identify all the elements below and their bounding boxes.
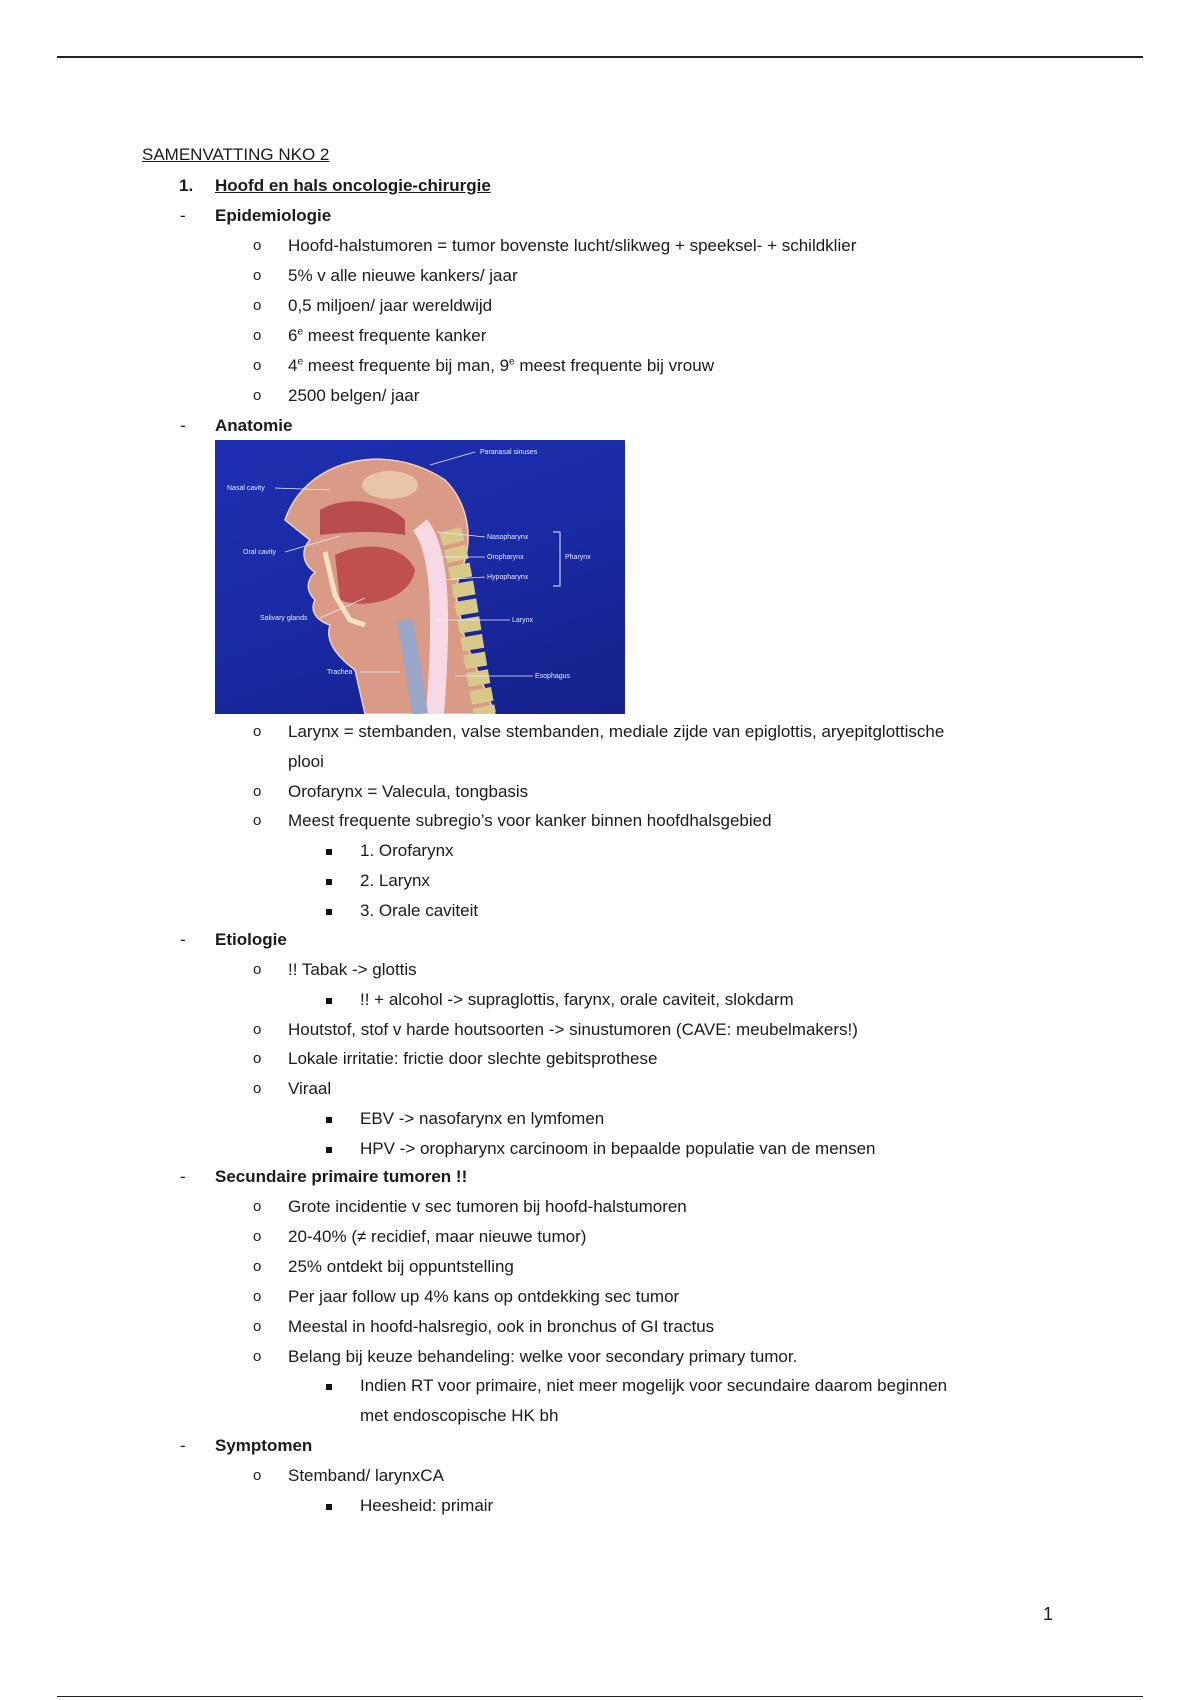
sub-list-item-continuation: met endoscopische HK bh xyxy=(360,1406,559,1425)
circle-bullet: o xyxy=(253,297,262,314)
list-item: Viraal xyxy=(288,1079,332,1098)
heading-etiologie: Etiologie xyxy=(215,930,287,949)
square-bullet xyxy=(326,1504,332,1510)
label-oropharynx: Oropharynx xyxy=(487,554,524,561)
list-item: Grote incidentie v sec tumoren bij hoofd-halstumoren xyxy=(288,1197,687,1216)
circle-bullet: o xyxy=(253,1198,262,1215)
sub-list-item: Heesheid: primair xyxy=(360,1496,494,1515)
section-number: 1. xyxy=(179,176,194,195)
label-pharynx: Pharynx xyxy=(565,554,591,561)
circle-bullet: o xyxy=(253,1288,262,1305)
label-hypopharynx: Hypopharynx xyxy=(487,574,529,581)
list-item: Belang bij keuze behandeling: welke voor secondary primary tumor. xyxy=(288,1347,798,1366)
list-item-continuation: plooi xyxy=(288,752,324,771)
circle-bullet: o xyxy=(253,783,262,800)
label-trachea: Trachea xyxy=(327,669,353,676)
list-item: Orofarynx = Valecula, tongbasis xyxy=(288,782,529,801)
circle-bullet: o xyxy=(253,1348,262,1365)
circle-bullet: o xyxy=(253,387,262,404)
square-bullet xyxy=(326,998,332,1004)
circle-bullet: o xyxy=(253,1050,262,1067)
list-item: Larynx = stembanden, valse stembanden, mediale zijde van epiglottis, aryepitglottische xyxy=(288,722,945,741)
list-item: 2500 belgen/ jaar xyxy=(288,386,420,405)
dash-marker: - xyxy=(180,206,186,225)
sub-list-item: 3. Orale caviteit xyxy=(360,901,479,920)
heading-secundaire-primaire-tumoren: Secundaire primaire tumoren !! xyxy=(215,1167,468,1186)
square-bullet xyxy=(326,1384,332,1390)
sub-list-item: 1. Orofarynx xyxy=(360,841,454,860)
label-larynx: Larynx xyxy=(512,617,534,624)
sub-list-item: !! + alcohol -> supraglottis, farynx, orale caviteit, slokdarm xyxy=(360,990,794,1009)
sub-list-item: 2. Larynx xyxy=(360,871,430,890)
header-rule xyxy=(57,56,1143,58)
section-title: Hoofd en hals oncologie-chirurgie xyxy=(215,176,491,195)
circle-bullet: o xyxy=(253,1467,262,1484)
circle-bullet: o xyxy=(253,1021,262,1038)
square-bullet xyxy=(326,1147,332,1153)
list-item: Hoofd-halstumoren = tumor bovenste lucht/slikweg + speeksel- + schildklier xyxy=(288,236,857,255)
square-bullet xyxy=(326,879,332,885)
heading-epidemiologie: Epidemiologie xyxy=(215,206,332,225)
label-salivary-glands: Salivary glands xyxy=(260,615,308,622)
circle-bullet: o xyxy=(253,357,262,374)
label-nasopharynx: Nasopharynx xyxy=(487,534,529,541)
list-item: 6e meest frequente kanker xyxy=(288,326,487,345)
heading-symptomen: Symptomen xyxy=(215,1436,313,1455)
square-bullet xyxy=(326,909,332,915)
list-item: 20-40% (≠ recidief, maar nieuwe tumor) xyxy=(288,1227,587,1246)
square-bullet xyxy=(326,1117,332,1123)
list-item: 4e meest frequente bij man, 9e meest frequente bij vrouw xyxy=(288,356,714,375)
head-neck-anatomy-figure xyxy=(215,440,625,714)
page-number: 1 xyxy=(1043,1604,1054,1624)
label-nasal-cavity: Nasal cavity xyxy=(227,485,265,492)
circle-bullet: o xyxy=(253,723,262,740)
list-item: Houtstof, stof v harde houtsoorten -> sinustumoren (CAVE: meubelmakers!) xyxy=(288,1020,858,1039)
list-item: Lokale irritatie: frictie door slechte gebitsprothese xyxy=(288,1049,658,1068)
label-esophagus: Esophagus xyxy=(535,673,571,680)
list-item: Stemband/ larynxCA xyxy=(288,1466,444,1485)
heading-anatomie: Anatomie xyxy=(215,416,293,435)
sub-list-item: HPV -> oropharynx carcinoom in bepaalde populatie van de mensen xyxy=(360,1139,876,1158)
list-item: 5% v alle nieuwe kankers/ jaar xyxy=(288,266,518,285)
document-title: SAMENVATTING NKO 2 xyxy=(142,145,330,164)
label-oral-cavity: Oral cavity xyxy=(243,549,277,556)
circle-bullet: o xyxy=(253,267,262,284)
list-item: Meestal in hoofd-halsregio, ook in bronchus of GI tractus xyxy=(288,1317,715,1336)
list-item: Meest frequente subregio’s voor kanker binnen hoofdhalsgebied xyxy=(288,811,772,830)
sub-list-item: EBV -> nasofarynx en lymfomen xyxy=(360,1109,605,1128)
dash-marker: - xyxy=(180,416,186,435)
list-item: !! Tabak -> glottis xyxy=(288,960,417,979)
circle-bullet: o xyxy=(253,327,262,344)
dash-marker: - xyxy=(180,1436,186,1455)
list-item: 25% ontdekt bij oppuntstelling xyxy=(288,1257,514,1276)
circle-bullet: o xyxy=(253,961,262,978)
circle-bullet: o xyxy=(253,237,262,254)
circle-bullet: o xyxy=(253,1258,262,1275)
circle-bullet: o xyxy=(253,1080,262,1097)
circle-bullet: o xyxy=(253,1318,262,1335)
dash-marker: - xyxy=(180,1167,186,1186)
circle-bullet: o xyxy=(253,1228,262,1245)
footer-rule xyxy=(57,1696,1143,1697)
list-item: 0,5 miljoen/ jaar wereldwijd xyxy=(288,296,493,315)
square-bullet xyxy=(326,849,332,855)
dash-marker: - xyxy=(180,930,186,949)
list-item: Per jaar follow up 4% kans op ontdekking sec tumor xyxy=(288,1287,680,1306)
label-paranasal-sinuses: Paranasal sinuses xyxy=(480,449,538,456)
sub-list-item: Indien RT voor primaire, niet meer mogelijk voor secundaire daarom beginnen xyxy=(360,1376,948,1395)
circle-bullet: o xyxy=(253,812,262,829)
